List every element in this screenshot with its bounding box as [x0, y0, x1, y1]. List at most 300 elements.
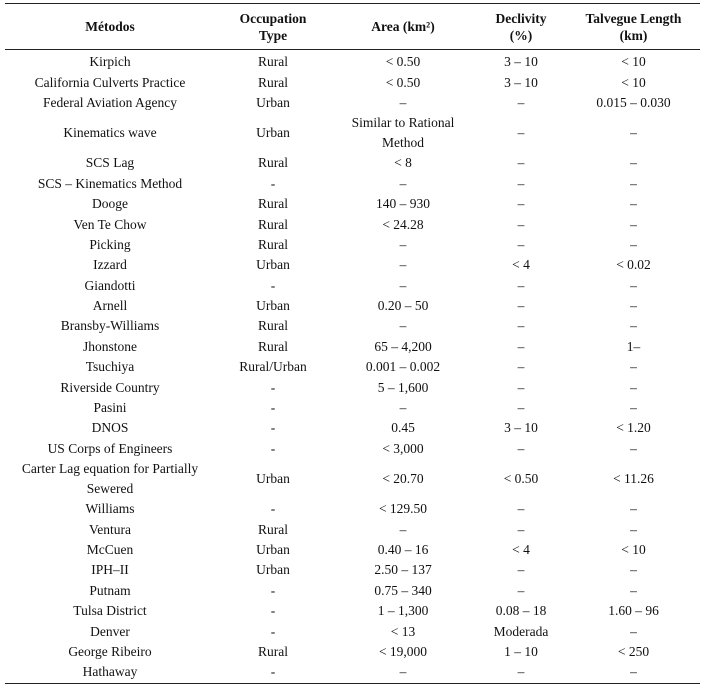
cell-area [331, 418, 475, 438]
table-row [5, 50, 700, 73]
talvegue-length-text: – [630, 501, 637, 517]
cell-talvegue-length [567, 418, 700, 438]
cell-occupation-type [215, 235, 331, 255]
cell-declivity [475, 276, 567, 296]
cell-area [331, 72, 475, 92]
cell-area [331, 621, 475, 641]
talvegue-length-text: – [630, 277, 637, 293]
area-text: 0.40 – 16 [377, 542, 429, 557]
occupation-type-text: - [270, 400, 276, 416]
cell-talvegue-length [567, 621, 700, 641]
cell-method [5, 93, 215, 113]
area-text: – [399, 236, 407, 252]
header-occupation-type: Occupation Type [239, 10, 307, 43]
table-row [5, 357, 700, 377]
cell-method [5, 662, 215, 683]
cell-talvegue-length [567, 540, 700, 560]
declivity-text: – [517, 562, 525, 578]
table-row [5, 560, 700, 580]
cell-talvegue-length [567, 72, 700, 92]
cell-occupation-type [215, 439, 331, 459]
cell-talvegue-length [567, 642, 700, 662]
declivity-text: – [517, 216, 525, 232]
cell-talvegue-length [567, 459, 700, 499]
table-row [5, 235, 700, 255]
cell-talvegue-length [567, 581, 700, 601]
talvegue-length-text: < 0.02 [616, 257, 651, 273]
area-text: < 24.28 [382, 216, 424, 232]
method-text: Williams [85, 501, 135, 517]
cell-declivity [475, 153, 567, 173]
talvegue-length-text: < 250 [617, 643, 650, 659]
talvegue-length-text: – [630, 298, 637, 314]
occupation-type-text: Rural/Urban [239, 359, 307, 375]
declivity-text: 3 – 10 [504, 74, 538, 90]
cell-area [331, 601, 475, 621]
table-row [5, 93, 700, 113]
cell-method [5, 357, 215, 377]
method-text: Ven Te Chow [73, 216, 147, 232]
method-text: DNOS [91, 420, 129, 436]
cell-method [5, 601, 215, 621]
declivity-text: – [517, 277, 525, 293]
talvegue-length-text: – [630, 664, 637, 680]
declivity-text: – [517, 155, 525, 171]
area-text: – [399, 521, 407, 537]
cell-occupation-type [215, 276, 331, 296]
method-text: Arnell [92, 298, 128, 314]
method-text: SCS – Kinematics Method [37, 175, 183, 191]
table-row [5, 194, 700, 214]
header-methods: Métodos [85, 19, 135, 34]
cell-declivity [475, 519, 567, 539]
cell-declivity [475, 194, 567, 214]
cell-declivity [475, 499, 567, 519]
area-text: 2.50 – 137 [374, 562, 432, 578]
declivity-text: – [517, 501, 525, 517]
cell-occupation-type [215, 642, 331, 662]
occupation-type-text: Urban [256, 125, 290, 141]
cell-area [331, 377, 475, 397]
declivity-text: – [517, 196, 525, 212]
table-row [5, 540, 700, 560]
method-text: Riverside Country [60, 379, 160, 395]
occupation-type-text: Rural [258, 643, 288, 659]
cell-talvegue-length [567, 235, 700, 255]
cell-declivity [475, 581, 567, 601]
talvegue-length-text: < 10 [621, 54, 646, 70]
method-text: SCS Lag [85, 155, 135, 171]
header-talvegue-length: Talvegue Length (km) [585, 10, 682, 43]
declivity-text: 0.08 – 18 [495, 603, 547, 619]
cell-occupation-type [215, 581, 331, 601]
cell-talvegue-length [567, 113, 700, 153]
talvegue-length-text: < 1.20 [616, 420, 651, 436]
occupation-type-text: - [270, 501, 276, 517]
method-text: Pasini [93, 400, 127, 416]
occupation-type-text: Rural [258, 74, 288, 90]
cell-talvegue-length [567, 662, 700, 683]
talvegue-length-text: – [630, 216, 637, 232]
cell-declivity [475, 214, 567, 234]
declivity-text: 3 – 10 [504, 420, 538, 436]
talvegue-length-text: 1.60 – 96 [608, 603, 659, 619]
cell-declivity [475, 174, 567, 194]
cell-occupation-type [215, 72, 331, 92]
table-row [5, 72, 700, 92]
cell-declivity [475, 642, 567, 662]
method-text: Izzard [93, 257, 127, 273]
cell-talvegue-length [567, 398, 700, 418]
cell-talvegue-length [567, 93, 700, 113]
talvegue-length-text: – [630, 125, 637, 141]
occupation-type-text: Rural [258, 521, 288, 537]
cell-method [5, 174, 215, 194]
occupation-type-text: Rural [258, 196, 288, 212]
area-text: – [399, 94, 407, 110]
occupation-type-text: - [270, 277, 276, 293]
talvegue-length-text: < 10 [621, 542, 646, 557]
cell-declivity [475, 418, 567, 438]
table-row [5, 439, 700, 459]
cell-talvegue-length [567, 276, 700, 296]
talvegue-length-text: – [630, 175, 637, 191]
occupation-type-text: Rural [258, 155, 288, 171]
cell-talvegue-length [567, 519, 700, 539]
table-row [5, 662, 700, 683]
method-text: Putnam [89, 582, 131, 598]
occupation-type-text: Rural [258, 338, 288, 354]
header-declivity: Declivity (%) [495, 10, 547, 43]
cell-method [5, 235, 215, 255]
cell-area [331, 499, 475, 519]
cell-area [331, 174, 475, 194]
method-text: McCuen [86, 542, 134, 557]
talvegue-length-text: – [630, 521, 637, 537]
occupation-type-text: Rural [258, 236, 288, 252]
table-row [5, 581, 700, 601]
table-row [5, 153, 700, 173]
cell-area [331, 357, 475, 377]
area-text: 1 – 1,300 [377, 603, 429, 619]
area-text: < 13 [390, 623, 416, 639]
cell-area [331, 519, 475, 539]
area-text: < 3,000 [382, 440, 424, 456]
cell-talvegue-length [567, 194, 700, 214]
declivity-text: – [517, 125, 525, 141]
declivity-text: 3 – 10 [504, 54, 538, 70]
talvegue-length-text: – [630, 623, 637, 639]
occupation-type-text: - [270, 379, 276, 395]
area-text: < 20.70 [382, 471, 424, 487]
area-text: 0.001 – 0.002 [365, 359, 441, 375]
table-row [5, 113, 700, 153]
declivity-text: 1 – 10 [504, 643, 538, 659]
cell-area [331, 153, 475, 173]
declivity-text: – [517, 94, 525, 110]
cell-occupation-type [215, 540, 331, 560]
cell-declivity [475, 50, 567, 73]
area-text: Similar to Rational Method [351, 115, 455, 151]
table-row [5, 499, 700, 519]
occupation-type-text: Urban [256, 298, 290, 314]
cell-method [5, 459, 215, 499]
occupation-type-text: Urban [256, 562, 290, 578]
declivity-text: < 4 [512, 257, 530, 273]
occupation-type-text: Urban [256, 471, 290, 487]
cell-declivity [475, 255, 567, 275]
cell-method [5, 418, 215, 438]
cell-method [5, 214, 215, 234]
occupation-type-text: Rural [258, 54, 288, 70]
cell-declivity [475, 93, 567, 113]
occupation-type-text: Rural [258, 216, 288, 232]
cell-occupation-type [215, 316, 331, 336]
area-text: – [399, 175, 407, 191]
table-row [5, 601, 700, 621]
method-text: Kinematics wave [63, 125, 157, 141]
method-text: George Ribeiro [68, 643, 152, 659]
declivity-text: – [517, 175, 525, 191]
cell-area [331, 540, 475, 560]
cell-declivity [475, 113, 567, 153]
occupation-type-text: - [270, 623, 276, 639]
cell-area [331, 235, 475, 255]
area-text: < 129.50 [378, 501, 428, 517]
cell-declivity [475, 316, 567, 336]
cell-occupation-type [215, 621, 331, 641]
cell-talvegue-length [567, 439, 700, 459]
talvegue-length-text: – [630, 582, 637, 598]
area-text: < 0.50 [385, 74, 421, 90]
declivity-text: – [517, 664, 525, 680]
cell-declivity [475, 398, 567, 418]
method-text: Bransby-Williams [60, 318, 160, 334]
occupation-type-text: - [270, 664, 276, 680]
cell-method [5, 642, 215, 662]
header-row [5, 4, 700, 50]
cell-declivity [475, 439, 567, 459]
cell-occupation-type [215, 418, 331, 438]
cell-area [331, 276, 475, 296]
declivity-text: – [517, 318, 525, 334]
cell-occupation-type [215, 662, 331, 683]
cell-talvegue-length [567, 560, 700, 580]
cell-area [331, 194, 475, 214]
cell-method [5, 540, 215, 560]
cell-occupation-type [215, 153, 331, 173]
cell-method [5, 113, 215, 153]
cell-method [5, 296, 215, 316]
cell-area [331, 642, 475, 662]
talvegue-length-text: < 10 [621, 74, 646, 90]
method-text: Kirpich [89, 54, 131, 70]
talvegue-length-text: – [630, 440, 637, 456]
cell-occupation-type [215, 601, 331, 621]
table-row [5, 296, 700, 316]
talvegue-length-text: – [630, 359, 637, 375]
cell-declivity [475, 540, 567, 560]
cell-declivity [475, 662, 567, 683]
cell-area [331, 296, 475, 316]
talvegue-length-text: – [630, 236, 637, 252]
talvegue-length-text: – [630, 562, 637, 578]
cell-method [5, 377, 215, 397]
cell-occupation-type [215, 357, 331, 377]
cell-talvegue-length [567, 214, 700, 234]
cell-occupation-type [215, 296, 331, 316]
cell-occupation-type [215, 113, 331, 153]
declivity-text: – [517, 440, 525, 456]
cell-declivity [475, 357, 567, 377]
area-text: 140 – 930 [376, 196, 430, 212]
cell-method [5, 276, 215, 296]
method-text: Giandotti [84, 277, 136, 293]
area-text: – [399, 257, 407, 273]
cell-area [331, 93, 475, 113]
method-text: Picking [89, 236, 131, 252]
cell-declivity [475, 377, 567, 397]
area-text: – [399, 318, 407, 334]
cell-method [5, 499, 215, 519]
talvegue-length-text: – [630, 400, 637, 416]
talvegue-length-text: – [630, 196, 637, 212]
cell-occupation-type [215, 560, 331, 580]
method-text: Dooge [92, 196, 128, 212]
declivity-text: – [517, 521, 525, 537]
cell-declivity [475, 601, 567, 621]
area-text: 0.45 [391, 420, 415, 436]
cell-declivity [475, 621, 567, 641]
cell-talvegue-length [567, 255, 700, 275]
declivity-text: – [517, 582, 525, 598]
cell-talvegue-length [567, 357, 700, 377]
method-text: Tsuchiya [85, 359, 135, 375]
cell-occupation-type [215, 459, 331, 499]
method-text: Denver [90, 623, 130, 639]
cell-occupation-type [215, 337, 331, 357]
cell-area [331, 439, 475, 459]
cell-area [331, 255, 475, 275]
declivity-text: – [517, 338, 525, 354]
method-text: Hathaway [82, 664, 138, 680]
cell-area [331, 581, 475, 601]
table-row [5, 255, 700, 275]
area-text: < 8 [394, 155, 412, 171]
cell-method [5, 50, 215, 73]
declivity-text: – [517, 359, 525, 375]
cell-talvegue-length [567, 50, 700, 73]
cell-talvegue-length [567, 377, 700, 397]
methods-table [5, 3, 700, 684]
cell-method [5, 72, 215, 92]
cell-occupation-type [215, 194, 331, 214]
cell-area [331, 398, 475, 418]
occupation-type-text: - [270, 440, 276, 456]
cell-declivity [475, 235, 567, 255]
table-row [5, 174, 700, 194]
declivity-text: – [517, 379, 525, 395]
cell-talvegue-length [567, 174, 700, 194]
cell-occupation-type [215, 519, 331, 539]
table-row [5, 276, 700, 296]
cell-talvegue-length [567, 499, 700, 519]
cell-area [331, 50, 475, 73]
method-text: IPH–II [91, 562, 129, 578]
cell-area [331, 337, 475, 357]
cell-method [5, 194, 215, 214]
method-text: Ventura [89, 521, 131, 537]
cell-occupation-type [215, 398, 331, 418]
cell-talvegue-length [567, 337, 700, 357]
cell-talvegue-length [567, 153, 700, 173]
cell-talvegue-length [567, 601, 700, 621]
cell-occupation-type [215, 255, 331, 275]
occupation-type-text: - [270, 175, 276, 191]
talvegue-length-text: 1– [626, 338, 641, 354]
method-text: California Culverts Practice [34, 74, 186, 90]
occupation-type-text: Urban [256, 94, 290, 110]
talvegue-length-text: < 11.26 [613, 471, 654, 487]
area-text: 65 – 4,200 [374, 338, 432, 354]
talvegue-length-text: 0.015 – 0.030 [596, 94, 671, 110]
declivity-text: < 0.50 [503, 471, 539, 487]
method-text: US Corps of Engineers [47, 440, 173, 456]
cell-area [331, 560, 475, 580]
method-text: Federal Aviation Agency [43, 94, 177, 110]
table-row [5, 214, 700, 234]
cell-occupation-type [215, 214, 331, 234]
occupation-type-text: Urban [256, 257, 290, 273]
table-row [5, 519, 700, 539]
cell-occupation-type [215, 377, 331, 397]
table-row [5, 642, 700, 662]
area-text: – [399, 277, 407, 293]
declivity-text: – [517, 236, 525, 252]
cell-area [331, 662, 475, 683]
cell-method [5, 560, 215, 580]
declivity-text: – [517, 298, 525, 314]
area-text: < 0.50 [385, 54, 421, 70]
area-text: 0.75 – 340 [374, 582, 432, 598]
area-text: 5 – 1,600 [377, 379, 429, 395]
occupation-type-text: Urban [256, 542, 290, 557]
cell-talvegue-length [567, 316, 700, 336]
cell-declivity [475, 72, 567, 92]
area-text: < 19,000 [378, 643, 428, 659]
cell-area [331, 459, 475, 499]
cell-occupation-type [215, 93, 331, 113]
header-area: Area (km²) [371, 19, 435, 34]
method-text: Tulsa District [73, 603, 147, 619]
cell-talvegue-length [567, 296, 700, 316]
cell-declivity [475, 337, 567, 357]
table-row [5, 418, 700, 438]
method-text: Jhonstone [83, 338, 137, 354]
cell-occupation-type [215, 50, 331, 73]
cell-area [331, 316, 475, 336]
cell-method [5, 439, 215, 459]
area-text: – [399, 664, 407, 680]
cell-method [5, 581, 215, 601]
cell-method [5, 519, 215, 539]
table-row [5, 398, 700, 418]
cell-area [331, 113, 475, 153]
cell-occupation-type [215, 174, 331, 194]
occupation-type-text: - [270, 420, 276, 436]
declivity-text: Moderada [493, 623, 549, 639]
cell-method [5, 621, 215, 641]
